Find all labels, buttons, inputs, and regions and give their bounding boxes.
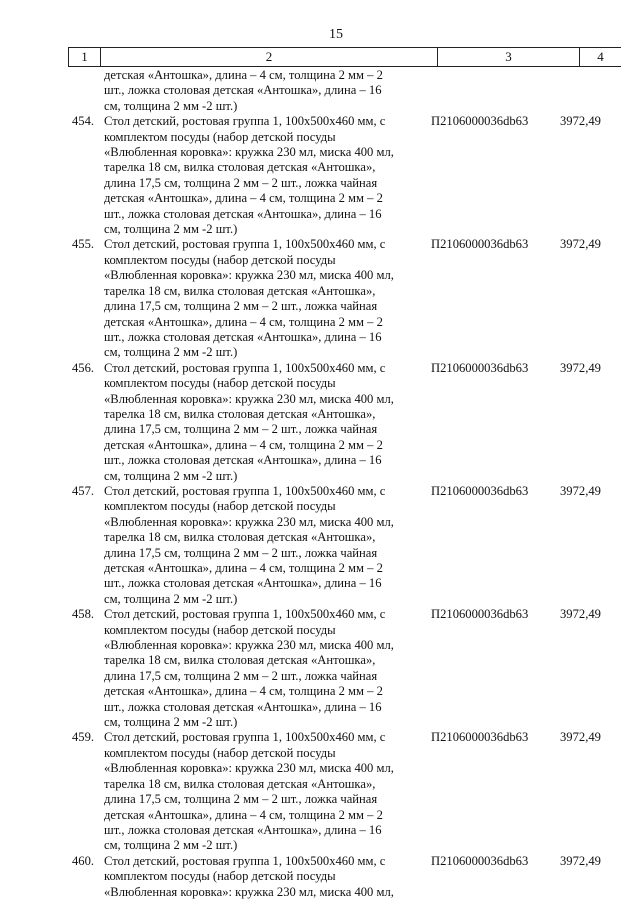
description-line: шт., ложка столовая детская «Антошка», длина – 16	[104, 822, 382, 837]
row-description	[104, 730, 420, 853]
description-line: см, толщина 2 мм -2 шт.)	[104, 838, 238, 853]
description-line: длина 17,5 см, толщина 2 мм – 2 шт., ложка чайная	[104, 668, 378, 683]
description-line: Стол детский, ростовая группа 1, 100х500х460 мм, с	[104, 730, 386, 745]
table-header	[68, 47, 621, 67]
description-line: детская «Антошка», длина – 4 см, толщина 2 мм – 2	[104, 68, 383, 82]
row-number: 455.	[72, 237, 95, 252]
row-number: 457.	[72, 483, 95, 498]
row-code: П2106000036db63	[431, 237, 529, 252]
description-line: детская «Антошка», длина – 4 см, толщина 2 мм – 2	[104, 314, 383, 329]
description-line: шт., ложка столовая детская «Антошка», длина – 16	[104, 329, 382, 344]
table-body	[68, 68, 640, 900]
row-price: 3972,49	[560, 607, 601, 622]
row-code: П2106000036db63	[431, 730, 529, 745]
row-number: 454.	[72, 114, 95, 129]
description-line: тарелка 18 см, вилка столовая детская «Антошка»,	[104, 653, 376, 668]
page-number: 15	[329, 27, 343, 42]
row-number: 458.	[72, 607, 95, 622]
description-line: см, толщина 2 мм -2 шт.)	[104, 345, 238, 360]
description-line: шт., ложка столовая детская «Антошка», длина – 16	[104, 83, 382, 98]
description-line: комплектом посуды (набор детской посуды	[104, 869, 336, 884]
row-code: П2106000036db63	[431, 853, 529, 868]
continuation-row	[68, 68, 640, 114]
row-price: 3972,49	[560, 114, 601, 129]
description-line: шт., ложка столовая детская «Антошка», длина – 16	[104, 699, 382, 714]
description-line: комплектом посуды (набор детской посуды	[104, 499, 336, 514]
description-line: тарелка 18 см, вилка столовая детская «Антошка»,	[104, 406, 376, 421]
row-number: 456.	[72, 360, 95, 375]
table-rows	[68, 114, 640, 900]
column-header-2: 2	[100, 48, 437, 66]
description-line: детская «Антошка», длина – 4 см, толщина 2 мм – 2	[104, 191, 383, 206]
continuation-description	[104, 68, 420, 114]
description-line: шт., ложка столовая детская «Антошка», длина – 16	[104, 576, 382, 591]
row-description	[104, 237, 420, 360]
description-line: Стол детский, ростовая группа 1, 100х500х460 мм, с	[104, 114, 386, 129]
description-line: см, толщина 2 мм -2 шт.)	[104, 468, 238, 483]
description-line: длина 17,5 см, толщина 2 мм – 2 шт., ложка чайная	[104, 545, 378, 560]
description-line: длина 17,5 см, толщина 2 мм – 2 шт., ложка чайная	[104, 792, 378, 807]
description-line: детская «Антошка», длина – 4 см, толщина 2 мм – 2	[104, 684, 383, 699]
description-line: Стол детский, ростовая группа 1, 100х500х460 мм, с	[104, 360, 386, 375]
column-header-4: 4	[579, 48, 621, 66]
description-line: комплектом посуды (набор детской посуды	[104, 622, 336, 637]
table-row	[68, 114, 640, 237]
description-line: детская «Антошка», длина – 4 см, толщина 2 мм – 2	[104, 807, 383, 822]
description-line: Стол детский, ростовая группа 1, 100х500х460 мм, с	[104, 237, 386, 252]
row-description	[104, 114, 420, 237]
row-code: П2106000036db63	[431, 114, 529, 129]
row-number: 459.	[72, 730, 95, 745]
description-line: Стол детский, ростовая группа 1, 100х500х460 мм, с	[104, 483, 386, 498]
description-line: шт., ложка столовая детская «Антошка», длина – 16	[104, 453, 382, 468]
description-line: Стол детский, ростовая группа 1, 100х500х460 мм, с	[104, 853, 386, 868]
description-line: «Влюбленная коровка»: кружка 230 мл, миска 400 мл,	[104, 391, 394, 406]
description-line: см, толщина 2 мм -2 шт.)	[104, 222, 238, 237]
description-line: комплектом посуды (набор детской посуды	[104, 745, 336, 760]
description-line: Стол детский, ростовая группа 1, 100х500х460 мм, с	[104, 607, 386, 622]
row-price: 3972,49	[560, 237, 601, 252]
row-code: П2106000036db63	[431, 360, 529, 375]
row-price: 3972,49	[560, 483, 601, 498]
description-line: см, толщина 2 мм -2 шт.)	[104, 591, 238, 606]
description-line: см, толщина 2 мм -2 шт.)	[104, 715, 238, 730]
table-row	[68, 607, 640, 730]
table-row	[68, 730, 640, 853]
description-line: «Влюбленная коровка»: кружка 230 мл, миска 400 мл,	[104, 761, 394, 776]
description-line: «Влюбленная коровка»: кружка 230 мл, миска 400 мл,	[104, 638, 394, 653]
description-line: шт., ложка столовая детская «Антошка», длина – 16	[104, 206, 382, 221]
row-code: П2106000036db63	[431, 483, 529, 498]
row-price: 3972,49	[560, 730, 601, 745]
description-line: длина 17,5 см, толщина 2 мм – 2 шт., ложка чайная	[104, 299, 378, 314]
table-row	[68, 237, 640, 360]
description-line: комплектом посуды (набор детской посуды	[104, 376, 336, 391]
description-line: тарелка 18 см, вилка столовая детская «Антошка»,	[104, 530, 376, 545]
row-description	[104, 484, 420, 607]
description-line: «Влюбленная коровка»: кружка 230 мл, миска 400 мл,	[104, 268, 394, 283]
row-code: П2106000036db63	[431, 607, 529, 622]
row-description	[104, 361, 420, 484]
row-price: 3972,49	[560, 853, 601, 868]
description-line: «Влюбленная коровка»: кружка 230 мл, миска 400 мл,	[104, 514, 394, 529]
description-line: комплектом посуды (набор детской посуды	[104, 252, 336, 267]
description-line: см, толщина 2 мм -2 шт.)	[104, 98, 238, 113]
column-header-1: 1	[68, 48, 100, 66]
column-header-3: 3	[437, 48, 579, 66]
row-number: 460.	[72, 853, 95, 868]
table-row	[68, 361, 640, 484]
description-line: длина 17,5 см, толщина 2 мм – 2 шт., ложка чайная	[104, 422, 378, 437]
description-line: тарелка 18 см, вилка столовая детская «Антошка»,	[104, 160, 376, 175]
description-line: «Влюбленная коровка»: кружка 230 мл, миска 400 мл,	[104, 145, 394, 160]
description-line: тарелка 18 см, вилка столовая детская «Антошка»,	[104, 283, 376, 298]
description-line: длина 17,5 см, толщина 2 мм – 2 шт., ложка чайная	[104, 175, 378, 190]
row-price: 3972,49	[560, 360, 601, 375]
row-description	[104, 607, 420, 730]
description-line: «Влюбленная коровка»: кружка 230 мл, миска 400 мл,	[104, 884, 394, 899]
description-line: детская «Антошка», длина – 4 см, толщина 2 мм – 2	[104, 437, 383, 452]
description-line: детская «Антошка», длина – 4 см, толщина 2 мм – 2	[104, 561, 383, 575]
row-description	[104, 854, 420, 900]
table-row	[68, 854, 640, 900]
table-row	[68, 484, 640, 607]
description-line: тарелка 18 см, вилка столовая детская «Антошка»,	[104, 776, 376, 791]
description-line: комплектом посуды (набор детской посуды	[104, 129, 336, 144]
